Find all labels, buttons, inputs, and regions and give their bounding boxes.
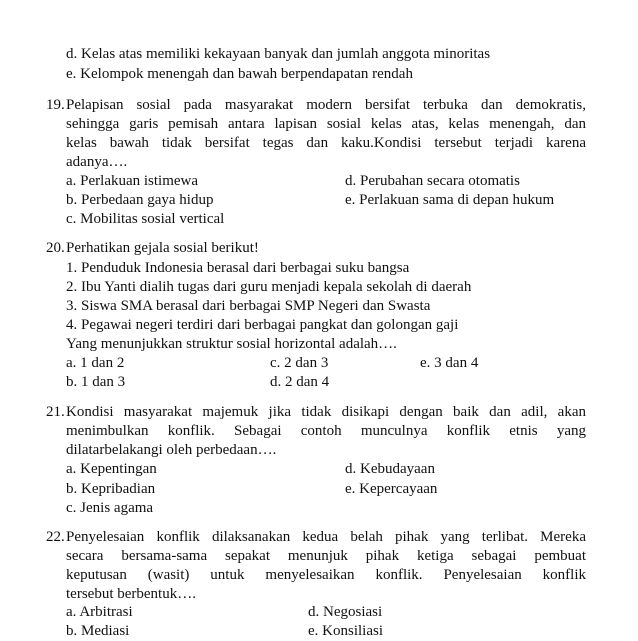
question-19-option-c: c. Mobilitas sosial vertical xyxy=(66,211,225,227)
question-20-option-d: d. 2 dan 4 xyxy=(270,374,330,390)
question-19-option-d: d. Perubahan secara otomatis xyxy=(345,173,520,189)
question-20-item-4: 4. Pegawai negeri terdiri dari berbagai pangkat dan golongan gaji xyxy=(66,317,459,333)
question-22-option-d: d. Negosiasi xyxy=(308,604,383,620)
question-22-option-b: b. Mediasi xyxy=(66,623,130,639)
question-19-line-4: adanya…. xyxy=(66,154,128,170)
question-22-number: 22. xyxy=(46,529,65,545)
question-22-line-3: keputusan (wasit) untuk menyelesaikan konflik. Penyelesaian konflik xyxy=(66,567,586,583)
question-21-line-3: dilatarbelakangi oleh perbedaan…. xyxy=(66,442,277,458)
question-20-prompt: Yang menunjukkan struktur sosial horizontal adalah…. xyxy=(66,336,397,352)
question-21-option-c: c. Jenis agama xyxy=(66,500,154,516)
question-19-line-3: kelas bawah tidak bersifat tegas dan kaku.Kondisi tersebut terjadi karena xyxy=(66,135,586,151)
question-20-option-a: a. 1 dan 2 xyxy=(66,355,125,371)
option-d-prev: d. Kelas atas memiliki kekayaan banyak dan jumlah anggota minoritas xyxy=(66,46,491,62)
question-22-option-a: a. Arbitrasi xyxy=(66,604,133,620)
question-20-option-b: b. 1 dan 3 xyxy=(66,374,126,390)
question-20-option-c: c. 2 dan 3 xyxy=(270,355,329,371)
question-20-item-3: 3. Siswa SMA berasal dari berbagai SMP Negeri dan Swasta xyxy=(66,298,431,314)
question-21-option-d: d. Kebudayaan xyxy=(345,461,435,477)
question-22-line-4: tersebut berbentuk…. xyxy=(66,586,196,602)
question-20-stem: Perhatikan gejala sosial berikut! xyxy=(66,240,259,256)
question-20-option-e: e. 3 dan 4 xyxy=(420,355,479,371)
question-19-option-a: a. Perlakuan istimewa xyxy=(66,173,199,189)
question-19-line-1: Pelapisan sosial pada masyarakat modern bersifat terbuka dan demokratis, xyxy=(66,97,586,113)
question-20-item-2: 2. Ibu Yanti dialih tugas dari guru menjadi kepala sekolah di daerah xyxy=(66,279,472,295)
question-19-option-b: b. Perbedaan gaya hidup xyxy=(66,192,214,208)
question-19-option-e: e. Perlakuan sama di depan hukum xyxy=(345,192,555,208)
option-e-prev: e. Kelompok menengah dan bawah berpendapatan rendah xyxy=(66,66,413,82)
question-21-line-1: Kondisi masyarakat majemuk jika tidak disikapi dengan baik dan adil, akan xyxy=(66,404,586,420)
question-21-option-b: b. Kepribadian xyxy=(66,481,156,497)
question-21-option-a: a. Kepentingan xyxy=(66,461,157,477)
question-21-option-e: e. Kepercayaan xyxy=(345,481,438,497)
question-19-line-2: sehingga garis pemisah antara lapisan sosial kelas atas, kelas menengah, dan xyxy=(66,116,586,132)
question-21-number: 21. xyxy=(46,404,65,420)
question-22-option-e: e. Konsiliasi xyxy=(308,623,383,639)
question-21-line-2: menimbulkan konflik. Sebagai contoh munculnya konflik etnis yang xyxy=(66,423,586,439)
question-20-number: 20. xyxy=(46,240,65,256)
question-22-line-1: Penyelesaian konflik dilaksanakan kedua belah pihak yang terlibat. Mereka xyxy=(66,529,586,545)
question-19-number: 19. xyxy=(46,97,65,113)
question-20-item-1: 1. Penduduk Indonesia berasal dari berbagai suku bangsa xyxy=(66,260,410,276)
question-22-line-2: secara bersama-sama sepakat menunjuk pihak ketiga sebagai pembuat xyxy=(66,548,586,564)
